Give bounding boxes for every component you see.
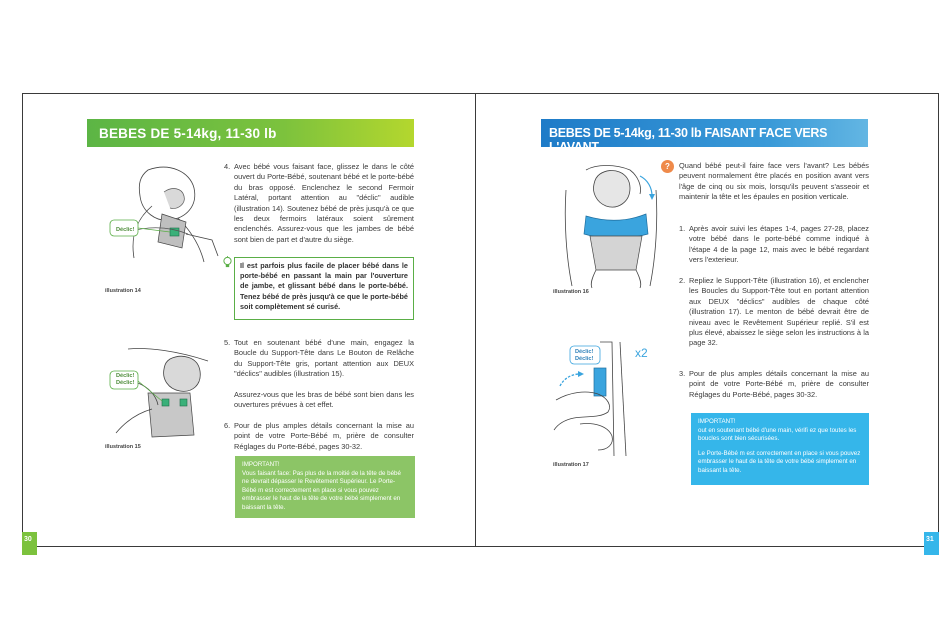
click-label-15a: Déclic! bbox=[116, 373, 135, 379]
click-label-17b: Déclic! bbox=[575, 356, 594, 362]
intro-paragraph: Quand bébé peut-il faire face vers l'avant? Les bébés peuvent normalement être placés en position avant vers l'âge de cinq ou six mois, lorsqu'ils peuvent s'asseoir et maintenir la tête et les épaules en position verticale. bbox=[679, 161, 869, 202]
step-3 bbox=[679, 369, 869, 400]
step-1-number: 1. bbox=[679, 224, 686, 233]
step-5-note: Assurez-vous que les bras de bébé sont bien dans les ouvertures prévues à cet effet. bbox=[234, 390, 414, 410]
step-5-text: Tout en soutenant bébé d'une main, engagez la Boucle du Support-Tête dans Le Bouton de Relâche du Support-Tête gris, portant attention aux DEUX "déclics" audibles (illustration 15). bbox=[234, 338, 414, 379]
step-2-text: Repliez le Support-Tête (illustration 16), et enclencher les Boucles du Support-Tête tout en portant attention aux DEUX "déclics" audibles de chaque côté (illustration 17). Le menton de bébé devrait être de niveau avec le Revêtement Supérieur replié. S'il est plus élevé, abaissez le siège selon les instructions à la page 32. bbox=[689, 276, 869, 348]
question-icon: ? bbox=[661, 160, 674, 173]
important-title-right: IMPORTANT! bbox=[698, 418, 736, 425]
step-4-number: 4. bbox=[224, 162, 231, 171]
page-number-left: 30 bbox=[22, 532, 37, 555]
illustration-15 bbox=[108, 343, 223, 443]
page-number-right: 31 bbox=[924, 532, 939, 555]
illustration-16 bbox=[556, 160, 666, 290]
page-gutter bbox=[475, 93, 476, 547]
step-1 bbox=[679, 224, 869, 266]
step-2-number: 2. bbox=[679, 276, 686, 285]
caption-illustration-15: illustration 15 bbox=[105, 444, 141, 450]
important-title-left: IMPORTANT! bbox=[242, 461, 280, 468]
caption-illustration-14: illustration 14 bbox=[105, 288, 141, 294]
step-3-text: Pour de plus amples détails concernant la mise au point de votre Porte-Bébé m, prière de consulter Réglages du Porte-Bébé, pages 30-32. bbox=[689, 369, 869, 399]
tip-box: Il est parfois plus facile de placer bébé dans le porte-bébé en passant la main par l'ouverture de jambe, et glissant bébé dans le porte-bébé. Tenez bébé de près jusqu'à ce que le porte-bébé soit complètement sé curisé. bbox=[234, 257, 414, 320]
step-2 bbox=[679, 276, 869, 349]
important-body-right-2: Le Porte-Bébé m est correctement en place si vous pouvez embrasser le haut de la tête de votre bébé simplement en baissant la tête. bbox=[698, 449, 861, 474]
times-two-label: x2 bbox=[635, 346, 648, 360]
step-4-text: Avec bébé vous faisant face, glissez le dans le côté ouvert du Porte-Bébé, soutenant bébé et le porte-bébé du bras opposé. Enclenchez le second Fermoir Latéral, portant attention au "déclic" audible (illustration 14). Soutenez bébé de près jusqu'à ce que les deux fermoirs latéraux soient sûrement enclenchés. Assurez-vous que les jambes de bébé sont bien de part et d'autre du siège. bbox=[234, 162, 414, 244]
important-box-left bbox=[235, 456, 415, 518]
step-5 bbox=[224, 338, 414, 380]
click-label-14: Déclic! bbox=[116, 227, 135, 233]
step-3-number: 3. bbox=[679, 369, 686, 378]
step-6-text: Pour de plus amples détails concernant la mise au point de votre Porte-Bébé m, prière de consulter Réglages du Porte-Bébé, pages 30-32. bbox=[234, 421, 414, 451]
step-1-text: Après avoir suivi les étapes 1-4, pages 27-28, placez votre bébé dans le porte-bébé comme indiqué à l'étape 4 de la page 12, mais avec le bébé regardant vers l'exterieur. bbox=[689, 224, 869, 265]
step-6 bbox=[224, 421, 414, 452]
step-6-number: 6. bbox=[224, 421, 231, 430]
important-body-right-1: out en soutenant bébé d'une main, vérifi ez que toutes les boucles sont bien sécurisées. bbox=[698, 426, 857, 443]
click-label-17a: Déclic! bbox=[575, 349, 594, 355]
step-5-number: 5. bbox=[224, 338, 231, 347]
important-box-right bbox=[691, 413, 869, 485]
right-section-banner: BEBES DE 5-14kg, 11-30 lb FAISANT FACE VERS L'AVANT bbox=[541, 119, 868, 147]
caption-illustration-16: illustration 16 bbox=[553, 289, 589, 295]
click-label-15b: Déclic! bbox=[116, 380, 135, 386]
illustration-14 bbox=[108, 162, 223, 267]
left-section-banner: BEBES DE 5-14kg, 11-30 lb bbox=[87, 119, 414, 147]
lightbulb-icon bbox=[222, 256, 233, 269]
step-4 bbox=[224, 162, 414, 245]
caption-illustration-17: illustration 17 bbox=[553, 462, 589, 468]
important-body-left: Vous faisant face: Pas plus de la moitié de la tête de bébé ne devrait dépasser le Revêtement Supérieur. Le Porte-Bébé m est correctement en place si vous pouvez embrasser le haut de la tête de votre bébé simplement en baissant la tête. bbox=[242, 469, 401, 511]
